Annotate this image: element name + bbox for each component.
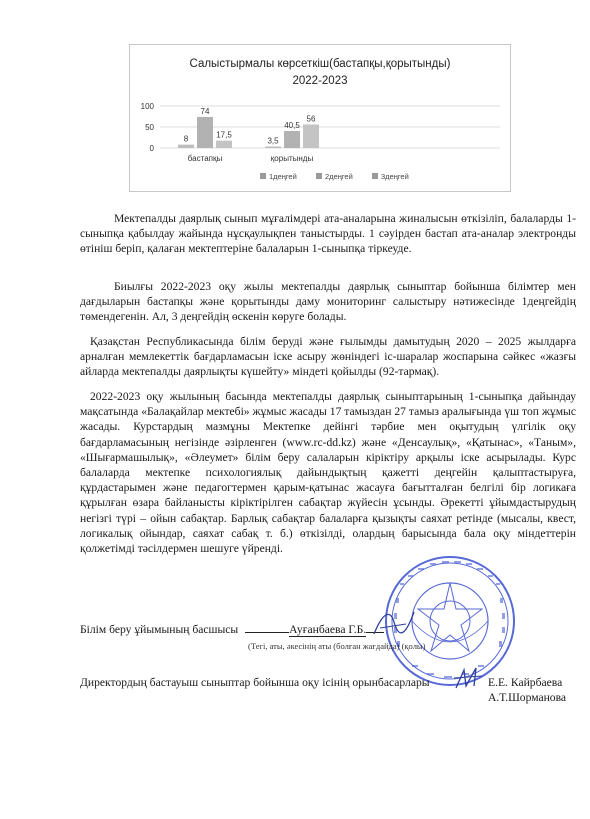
data-label: 17,5 — [216, 130, 232, 140]
legend-label: 2деңгей — [325, 172, 353, 181]
legend-swatch — [260, 173, 266, 179]
deputy-name-1: Е.Е. Кайрбаева — [488, 676, 563, 689]
signature-blank — [245, 621, 289, 633]
head-caption: (Тегі, аты, әкесінің аты (болған жағдайда) (қолы) — [248, 641, 426, 651]
category-label: бастапқы — [187, 154, 223, 163]
bar — [197, 117, 213, 148]
legend-label: 3деңгей — [381, 172, 409, 181]
bar — [265, 147, 281, 148]
deputy-name-2: А.Т.Шорманова — [488, 691, 567, 704]
chart-subtitle: 2022-2023 — [292, 75, 348, 87]
deputy-handwritten-signature — [452, 664, 484, 692]
paragraph-state-program: Қазақстан Республикасында білім беруді және ғылымды дамытудың 2020 – 2025 жылдарға арналған мемлекеттік бағдарламасын іске асыру жөніндегі іс-шаралар жоспарына сәйкес «жазғы айларда мектепалды даярлықты күшейту» міндеті қойылды (92-тармақ). — [80, 335, 576, 379]
paragraph-monitoring: Биылғы 2022-2023 оқу жылы мектепалды даярлық сыныптар бойынша білімтер мен дағдыларын бастапқы және қорытынды даму мониторинг салыстыру нәтижесінде 1деңгейдің төмендегенін. Ал, 3 деңгейдің өскенін көруге болады. — [80, 280, 576, 324]
paragraph-meeting: Мектепалды даярлық сынып мұғалімдері ата-аналарына жиналысын өткізіліп, балаларды 1-сыныпқа қабылдау жайында нұсқаулықпен таныстырды. 1 сәуірден бастап ата-аналар электронды өтініш беріп, қалаған мектептеріне балаларын 1-сыныпқа тіркеуде. — [80, 212, 576, 256]
legend-label: 1деңгей — [269, 172, 297, 181]
data-label: 40,5 — [284, 120, 300, 130]
category-label: қорытынды — [270, 154, 314, 163]
data-label: 8 — [183, 134, 189, 144]
legend-swatch — [316, 173, 322, 179]
bar — [216, 141, 232, 148]
head-handwritten-signature — [370, 604, 418, 644]
y-tick-label: 50 — [145, 123, 154, 132]
bar — [284, 131, 300, 148]
data-label: 56 — [306, 114, 316, 124]
comparison-chart — [129, 44, 511, 192]
bar — [303, 124, 319, 148]
bar — [178, 145, 194, 148]
head-signature-line — [80, 621, 384, 636]
data-label: 74 — [200, 106, 210, 116]
deputy-label: Директордың бастауыш сыныптар бойынша оқу ісінің орынбасарлары — [80, 676, 430, 689]
head-name: Ауғанбаева Г.Б. — [289, 623, 367, 636]
data-label: 3,5 — [267, 136, 279, 146]
chart-title: Салыстырмалы көрсеткіш(бастапқы,қорытынды) — [189, 58, 451, 70]
head-label: Білім беру ұйымының басшысы — [80, 623, 239, 636]
chart-plot — [130, 45, 510, 191]
y-tick-label: 100 — [140, 102, 154, 111]
paragraph-summer-school: 2022-2023 оқу жылының басында мектепалды даярлық сыныптарының 1-сыныпқа дайындау мақсатында «Балақайлар мектебі» жұмыс жасады 17 тамыздан 27 тамыз аралығында үш топ жұмыс жасады. Курстардың мазмұны Мектепке дейінгі тәрбие мен оқытудың үлгілік оқу бағдарламасының негізінде әзірленген (www.rc-dd.kz) және «Денсаулық», «Қатынас», «Таным», «Шығармашылық», «Әлеумет» білім беру салаларын кіріктіру арқылы іске асырылады. Курс балаларда мектепке психологиялық дайындықтың қажетті деңгейін қалыптастыруға, құрдастарымен және педагогтермен қарым-қатынас жасауға бағытталған белгілі бір логикаға құрылған өзара байланысты кіріктірілген сабақтар жүйесін ұсынды. Әрекетті ұйымдастырудың негізгі түрі – ойын сабақтар. Барлық сабақтар балаларға қызықты саяхат ретінде (мысалы, квест, логикалық ойындар, саяхат сабақ т. б.) өткізілді, олардың барысында бала оқу міндеттерін қолжетімді тәсілдермен шешуге үйренді. — [80, 390, 576, 556]
legend-swatch — [372, 173, 378, 179]
y-tick-label: 0 — [149, 144, 154, 153]
